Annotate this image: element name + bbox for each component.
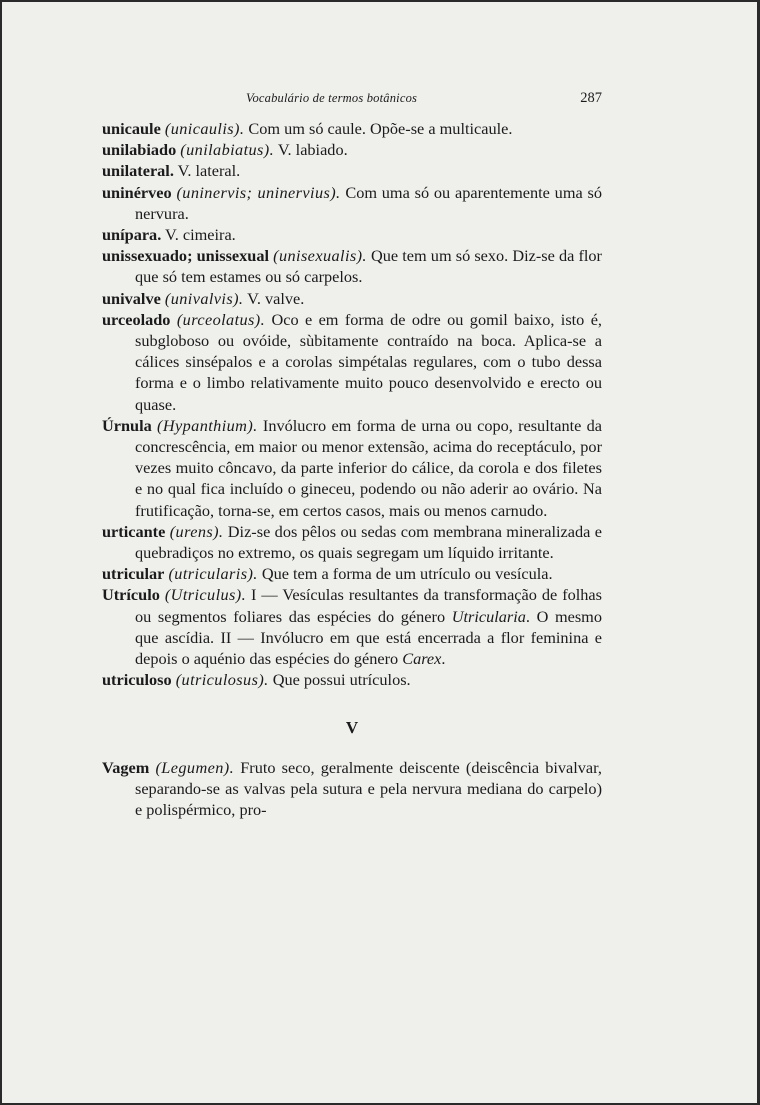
entry-latin: (urens).	[169, 521, 224, 541]
entry-definition: Com uma só ou aparentemente uma só nervura.	[135, 182, 602, 223]
entry-definition: V. cimeira.	[161, 225, 236, 245]
entry-term: unilateral.	[102, 161, 174, 181]
entry-term: unicaule	[102, 119, 161, 138]
glossary-entry	[102, 309, 602, 415]
running-title: Vocabulário de termos botânicos	[246, 91, 418, 105]
entry-term: unípara.	[102, 225, 162, 245]
entry-definition: Oco e em forma de odre ou gomil baixo, isto é, subgloboso ou ovóide, sùbitamente contraído na boca. Aplica-se a cálices sinsépalos e a corolas simpétalas regulares, com o tubo dessa forma e o limbo relativamente muito pouco desenvolvido e erecto ou quase.	[135, 309, 602, 414]
glossary-entry	[102, 415, 602, 521]
glossary-entry	[102, 288, 602, 309]
entry-definition: V. labiado.	[274, 140, 348, 160]
entry-term: utricular	[102, 564, 165, 584]
glossary-entry	[102, 521, 602, 563]
entry-latin: (urceolatus).	[176, 309, 266, 329]
glossary-entry	[102, 563, 602, 584]
entry-definition: V. valve.	[243, 288, 305, 308]
entry-definition: Que tem um só sexo. Diz-se da flor que só tem estames ou só carpelos.	[135, 246, 602, 287]
entry-latin: (univalvis).	[164, 288, 244, 308]
book-page	[2, 2, 757, 1103]
entry-definition: Diz-se dos pêlos ou sedas com membrana mineralizada e quebradiços no extremo, os quais segregam um líquido irritante.	[135, 521, 602, 563]
glossary-entry	[102, 224, 602, 245]
glossary-entry	[102, 118, 602, 139]
entry-latin: (utricularis).	[168, 564, 258, 584]
entry-latin: (unicaulis).	[164, 119, 245, 138]
page-header	[102, 90, 602, 112]
glossary-entry	[102, 669, 602, 690]
entry-term: unissexuado; unissexual	[102, 246, 269, 266]
entry-definition: I — Vesículas resultantes da transformação de folhas ou segmentos foliares das espécies do género Utricularia. O mesmo que ascídia. II — Invólucro em que está encerrada a flor feminina e depois o aquénio das espécies do género Carex.	[135, 585, 602, 669]
section-letter-heading: V	[345, 718, 359, 738]
entry-term: Utrículo	[102, 585, 160, 605]
entry-latin: (unilabiatus).	[180, 140, 275, 160]
glossary-entry	[102, 139, 602, 160]
glossary-entry	[102, 160, 602, 181]
entry-term: Úrnula	[102, 415, 152, 435]
glossary-entry	[102, 584, 602, 669]
entry-term: urceolado	[102, 309, 171, 329]
entry-term: utriculoso	[102, 670, 172, 690]
glossary-entry	[102, 182, 602, 224]
entry-latin: (Legumen).	[155, 757, 235, 777]
glossary-entry	[102, 245, 602, 287]
entry-definition: Que tem a forma de um utrículo ou vesícula.	[257, 564, 553, 584]
glossary-entry	[102, 757, 602, 821]
entry-latin: (uninervis; uninervius).	[176, 182, 341, 202]
entry-definition: V. lateral.	[173, 161, 241, 181]
entry-latin: (Hypanthium).	[157, 415, 258, 435]
entry-term: urticante	[102, 521, 166, 541]
page-number: 287	[580, 90, 602, 106]
glossary-entries	[102, 118, 602, 820]
entry-definition: Que possui utrículos.	[268, 670, 411, 690]
entry-latin: (unisexualis).	[273, 246, 367, 266]
entry-term: Vagem	[102, 757, 150, 777]
entry-latin: (Utriculus).	[164, 585, 247, 605]
entry-term: univalve	[102, 288, 161, 308]
entry-definition: Fruto seco, geralmente deiscente (deiscência bivalvar, separando-se as valvas pela sutura e pela nervura mediana do carpelo) e polispérmico, pro-	[135, 757, 603, 820]
entry-definition: Com um só caule. Opõe-se a multicaule.	[244, 119, 513, 138]
entry-latin: (utriculosus).	[175, 670, 269, 690]
entry-definition: Invólucro em forma de urna ou copo, resultante da concrescência, em maior ou menor extensão, acima do receptáculo, por vezes muito côncavo, da parte inferior do cálice, da corola e dos filetes e no qual fica incluído o gineceu, podendo ou não aderir ao ovário. Na frutificação, torna-se, em certos casos, mais ou menos carnudo.	[135, 415, 602, 520]
entry-term: unilabiado	[102, 140, 177, 160]
entry-term: uninérveo	[102, 182, 172, 202]
